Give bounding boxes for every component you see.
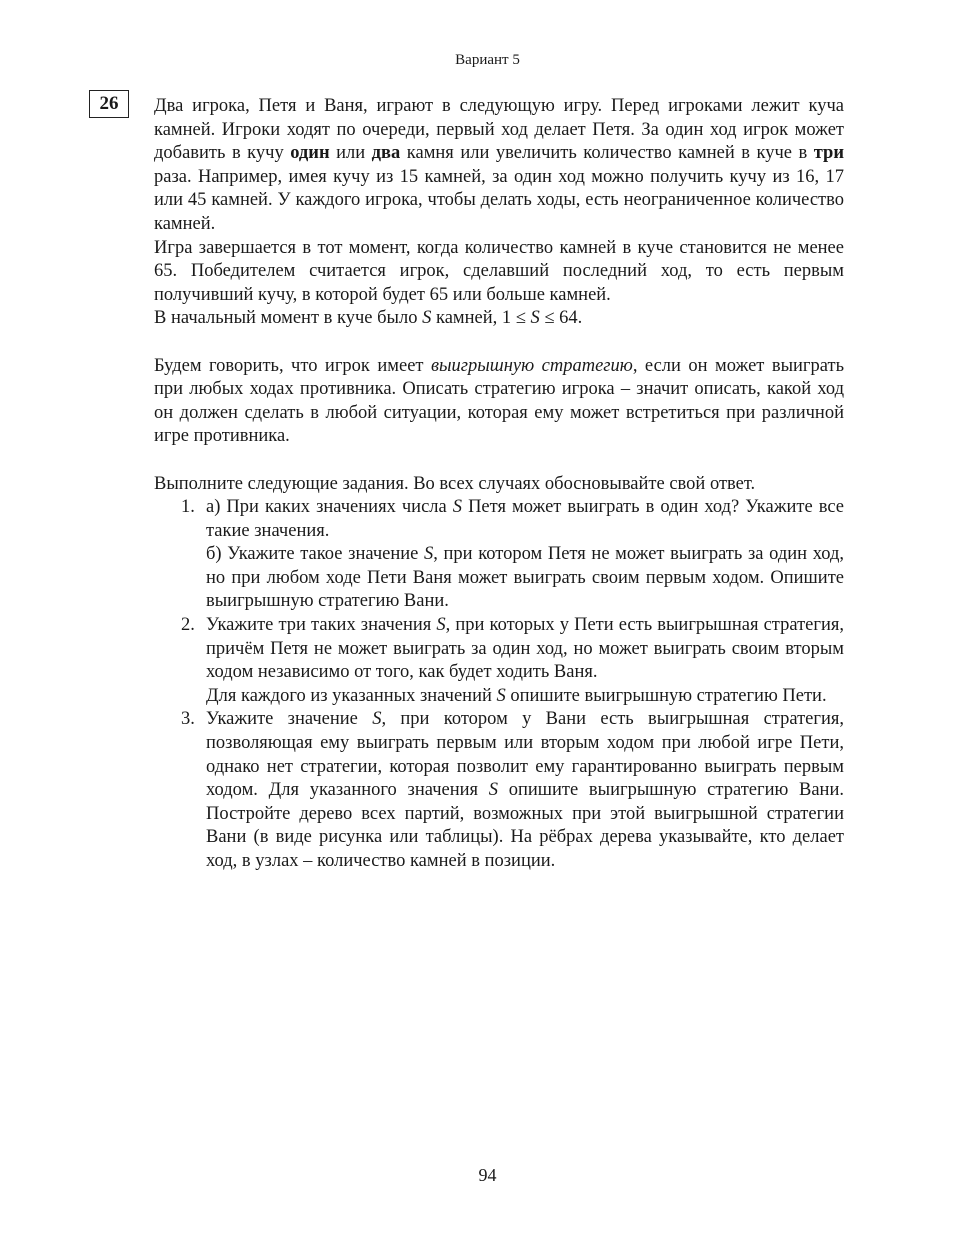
task-item-3: 3. Укажите значение S, при котором у Вани есть выигрышная стратегия, позволяющая ему выиграть первым или вторым ходом при любой игре Пети, однако нет стратегии, которая позволит ему гарантированно выиграть первым ходом. Для указанного значения S опишите выигрышную стратегию Вани. Постройте дерево всех партий, возможных при этой выигрышной стратегии Вани (в виде рисунка или таблицы). На рёбрах дерева указывайте, кто делает ход, в узлах – количество камней в позиции.: [181, 709, 844, 871]
task-number-box: 26: [89, 90, 129, 118]
task-item-number: 2.: [181, 615, 195, 636]
strategy-term: выигрышную стратегию: [430, 355, 633, 376]
task-item-2: 2. Укажите три таких значения S, при которых у Пети есть выигрышная стратегия, причём Петя не может выиграть за один ход, но может выиграть своим вторым ходом независимо от того, как будет ходить Ваня. Для каждого из указанных значений S опишите выигрышную стратегию Пети.: [181, 615, 844, 706]
task-item-number: 1.: [181, 497, 195, 518]
task-item-1: 1. а) При каких значениях числа S Петя может выиграть в один ход? Укажите все такие значения. б) Укажите такое значение S, при котором Петя не может выиграть за один ход, но при любом ходе Пети Ваня может выиграть своим первым ходом. Опишите выигрышную стратегию Вани.: [181, 497, 845, 612]
task-item-number: 3.: [181, 709, 195, 730]
intro-paragraph-start: В начальный момент в куче было S камней, 1 ≤ S ≤ 64.: [154, 308, 583, 329]
page-header: Вариант 5: [455, 52, 520, 68]
strategy-definition: Будем говорить, что игрок имеет выигрышную стратегию, если он может выиграть при любых ходах противника. Описать стратегию игрока – значит описать, какой ход он должен сделать в любой ситуации, которая ему может встретиться при различной игре противника.: [154, 355, 845, 447]
emphasis-two: два: [371, 143, 401, 164]
intro-paragraph-rules: Два игрока, Петя и Ваня, играют в следующую игру. Перед игроками лежит куча камней. Игроки ходят по очереди, первый ход делает Петя. За один ход игрок может добавить в кучу один или два камня или увеличить количество камней в куче в три раза. Например, имея кучу из 15 камней, за один ход можно получить кучу из 16, 17 или 45 камней. У каждого игрока, чтобы делать ходы, есть неограниченное количество камней.: [154, 96, 844, 234]
task-list: [154, 496, 844, 874]
task-content: [154, 95, 844, 874]
emphasis-one: один: [290, 143, 330, 164]
intro-paragraph-end: Игра завершается в тот момент, когда количество камней в куче становится не менее 65. Победителем считается игрок, сделавший последний ход, то есть первым получивший кучу, в которой будет 65 или больше камней.: [154, 237, 844, 305]
instructions: Выполните следующие задания. Во всех случаях обосновывайте свой ответ.: [154, 473, 756, 494]
page-number: 94: [478, 1165, 497, 1185]
emphasis-three: три: [813, 143, 844, 164]
